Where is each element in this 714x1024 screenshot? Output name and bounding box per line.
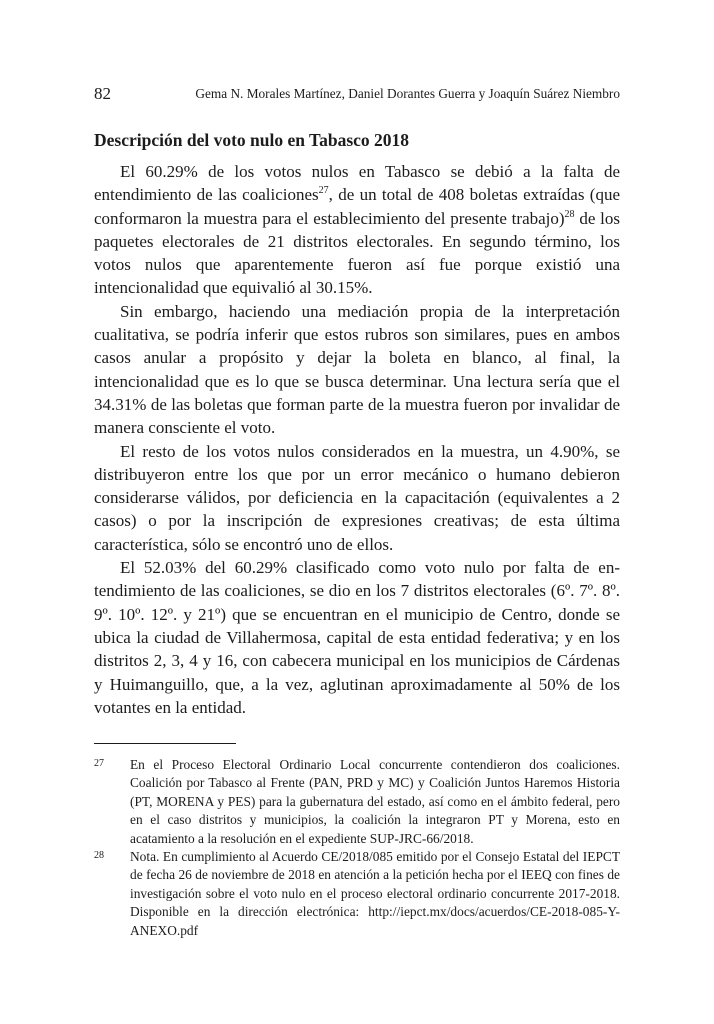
paragraph-1-part-3: de los paquetes electorales de 21 distritos electorales. En segundo término, los votos nulos que aparentemente fueron así fue porque existió una intencionalidad que equivalió al 30.15%. (94, 208, 620, 298)
section-title: Descripción del voto nulo en Tabasco 2018 (94, 130, 410, 150)
footnote-27 (94, 756, 620, 848)
paragraph-2: Sin embargo, haciendo una mediación propia de la interpretación cualitativa, se podría inferir que estos rubros son similares, pues en ambos casos anular a propósito y dejar la boleta en blanco, al final, la intencionalidad que es lo que se busca determinar. Una lectura sería que el 34.31% de las boletas que forman parte de la muestra fueron por invalidar de manera consciente el voto. (94, 301, 620, 438)
footnote-text: Nota. En cumplimiento al Acuerdo CE/2018/085 emitido por el Consejo Estatal del IEPCT de fecha 26 de noviembre de 2018 en atención a la petición hecha por el IEEQ con fines de investigación sobre el voto nulo en el proceso electoral ordinario concurrente 2017-2018. Disponible en la dirección electrónica: http://iepct.mx/docs/acuerdos/CE-2018-085-Y-ANEXO.pdf (130, 849, 620, 938)
footnote-number: 28 (94, 850, 104, 862)
footnote-text: En el Proceso Electoral Ordinario Local concurrente contendieron dos coaliciones. Coalición por Tabasco al Frente (PAN, PRD y MC) y Coalición Juntos Haremos Historia (PT, MORENA y PES) para la gubernatura del estado, así como en el ámbito federal, pero en el caso distritos y municipios, la coalición la integraron PT y Morena, esto en acatamiento a la resolución en el expediente SUP-JRC-66/2018. (130, 757, 620, 846)
paragraph-3: El resto de los votos nulos considerados en la muestra, un 4.90%, se distribuyeron entre los que por un error mecánico o humano debieron considerarse válidos, por deficiencia en la capacitación (equivalentes a 2 casos) o por la inscripción de expresiones creativas; de esta última característica, sólo se encontró uno de ellos. (94, 441, 620, 554)
footnote-separator (94, 743, 236, 744)
footnote-number: 27 (94, 758, 104, 769)
body-text (94, 160, 620, 719)
footnote-ref-28: 28 (564, 208, 575, 220)
footnotes (94, 756, 620, 940)
footnote-ref-27: 27 (318, 185, 329, 197)
paragraph-1-part-2: , de un total de 408 boletas extraídas (que conformaron la muestra para el establecimiento del presente trabajo) (94, 185, 620, 228)
paragraph-4: El 52.03% del 60.29% clasificado como voto nulo por falta de entendimiento de las coaliciones, se dio en los 7 distritos electorales (6º. 7º. 8º. 9º. 10º. 12º. y 21º) que se encuentran en el municipio de Centro, donde se ubica la ciudad de Villahermosa, capital de esta entidad federativa; y en los distritos 2, 3, 4 y 16, con cabecera municipal en los municipios de Cárdenas y Huimanguillo, que, a la vez, aglutinan aproximadamente al 50% de los votantes en la entidad. (94, 558, 620, 717)
footnote-28 (94, 848, 620, 940)
running-head: Gema N. Morales Martínez, Daniel Dorantes Guerra y Joaquín Suárez Niembro (195, 86, 620, 101)
paragraph-1-part-1: El 60.29% de los votos nulos en Tabasco se debió a la falta de entendimiento de las coaliciones (94, 162, 620, 205)
page-number: 82 (94, 84, 111, 103)
page-header (94, 84, 620, 104)
paragraph-1 (94, 160, 620, 300)
